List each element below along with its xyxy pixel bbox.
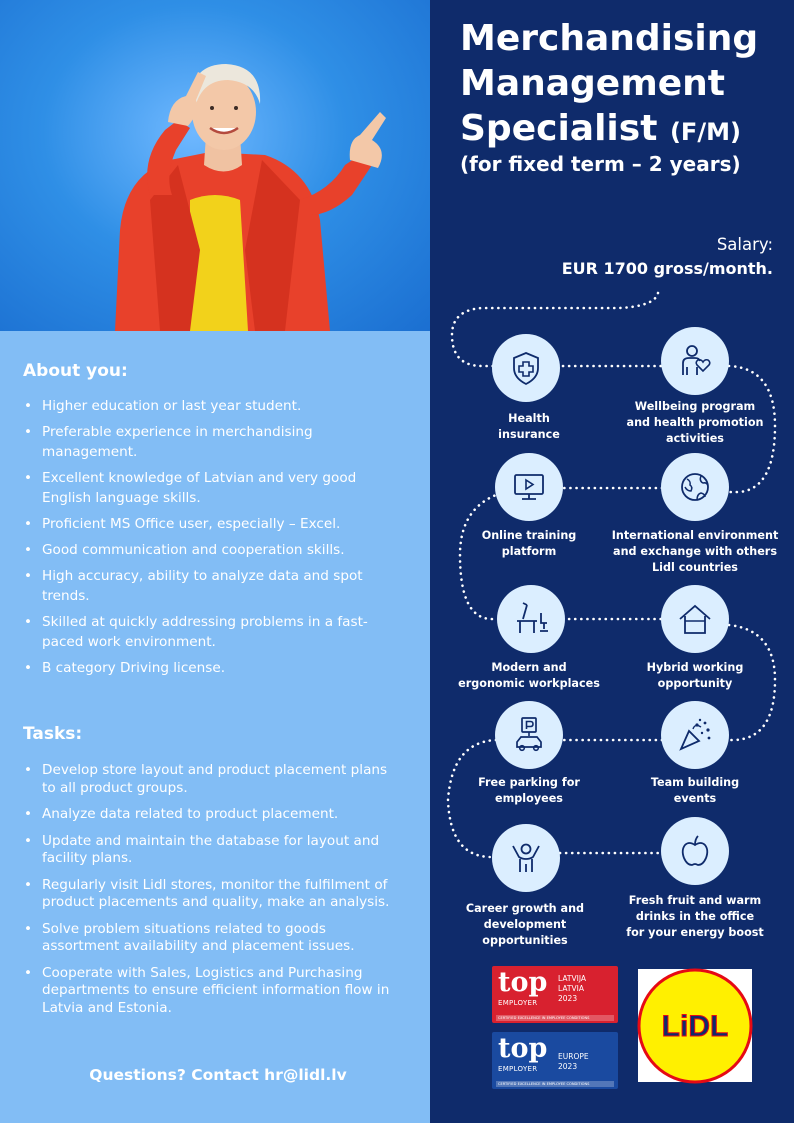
job-title-word: Specialist: [460, 108, 658, 149]
benefit-label-line: drinks in the office: [635, 910, 755, 923]
badge-employer-text: EMPLOYER: [498, 999, 538, 1007]
job-title-line: Merchandising: [460, 18, 759, 59]
list-item: • Skilled at quickly addressing problems in a fast-paced work environment.: [22, 612, 392, 652]
desk-chair-icon: [511, 599, 551, 639]
badge-year: 2023: [558, 1062, 578, 1071]
list-item: • Update and maintain the database for layout and facility plans.: [22, 833, 392, 868]
team-building-icon-circle: [661, 701, 729, 769]
badge-cert-text: CERTIFIED EXCELLENCE IN EMPLOYEE CONDITIONS: [496, 1081, 614, 1087]
list-item: • Regularly visit Lidl stores, monitor the fulfilment of product placements and quality, make an analysis.: [22, 877, 392, 912]
job-subtitle: (for fixed term – 2 years): [460, 152, 741, 176]
list-item: • Analyze data related to product placement.: [22, 806, 392, 824]
job-title-suffix: (F/M): [669, 118, 741, 146]
benefit-label-line: and health promotion: [626, 416, 764, 429]
benefit-international: [605, 528, 785, 576]
benefit-label-line: opportunity: [657, 677, 733, 690]
benefit-online-training: [439, 528, 619, 560]
salary-value: EUR 1700 gross/month.: [561, 259, 773, 278]
fruit-icon-circle: [661, 817, 729, 885]
badge-country-text: [558, 974, 586, 1004]
online-training-icon-circle: [495, 453, 563, 521]
wellbeing-icon-circle: [661, 327, 729, 395]
contact-text[interactable]: Questions? Contact hr@lidl.lv: [89, 1066, 347, 1084]
benefit-label-line: platform: [501, 545, 557, 558]
about-list: [22, 396, 392, 684]
monitor-play-icon: [509, 467, 549, 507]
parking-car-icon: [509, 715, 549, 755]
list-item: • Good communication and cooperation skills.: [22, 540, 392, 560]
top-employer-europe-badge: [492, 1032, 618, 1089]
apple-icon: [675, 831, 715, 871]
tasks-title: Tasks:: [23, 724, 83, 744]
tasks-list: [22, 762, 392, 1026]
list-item: • High accuracy, ability to analyze data and spot trends.: [22, 566, 392, 606]
benefit-label-line: and exchange with others: [613, 545, 777, 558]
person-celebrate-icon: [506, 838, 546, 878]
benefit-label-line: employees: [495, 792, 563, 805]
benefit-career: [435, 901, 615, 949]
list-item: • Proficient MS Office user, especially – Excel.: [22, 514, 392, 534]
benefit-workplaces: [439, 660, 619, 692]
badge-top-text: top: [498, 1033, 548, 1064]
benefit-label-line: International environment: [611, 529, 779, 542]
party-popper-icon: [675, 715, 715, 755]
benefit-label-line: insurance: [498, 428, 560, 441]
badge-cert-text: CERTIFIED EXCELLENCE IN EMPLOYEE CONDITIONS: [496, 1015, 614, 1021]
lidl-logo: [632, 963, 758, 1088]
badge-region: EUROPE: [558, 1052, 589, 1061]
benefit-label-line: Health: [508, 412, 550, 425]
benefit-label-line: Career growth and: [465, 902, 585, 915]
badge-employer-text: EMPLOYER: [498, 1065, 538, 1073]
list-item: • Solve problem situations related to goods assortment availability and placement issues.: [22, 921, 392, 956]
list-item: • Preferable experience in merchandising management.: [22, 422, 392, 462]
right-column: [430, 0, 794, 1123]
parking-icon-circle: [495, 701, 563, 769]
badge-year: 2023: [558, 994, 578, 1003]
person-heart-icon: [675, 341, 715, 381]
badge-country2: LATVIA: [558, 984, 584, 993]
benefit-parking: [439, 775, 619, 807]
benefit-label-line: events: [673, 792, 717, 805]
list-item: • Develop store layout and product placement plans to all product groups.: [22, 762, 392, 797]
career-icon-circle: [492, 824, 560, 892]
globe-icon: [675, 467, 715, 507]
benefit-label-line: Lidl countries: [652, 561, 738, 574]
job-title-line: Management: [460, 63, 725, 104]
benefit-label-line: Free parking for: [478, 776, 580, 789]
list-item: • Excellent knowledge of Latvian and very good English language skills.: [22, 468, 392, 508]
benefit-hybrid: [605, 660, 785, 692]
workplace-icon-circle: [497, 585, 565, 653]
badge-country1: LATVIJA: [558, 974, 587, 983]
woman-pointing-illustration: [0, 0, 430, 331]
shield-cross-icon: [506, 348, 546, 388]
list-item: • Cooperate with Sales, Logistics and Purchasing departments to ensure efficient information flow in Latvia and Estonia.: [22, 965, 392, 1018]
list-item: • Higher education or last year student.: [22, 396, 392, 416]
hero-photo: [0, 0, 430, 331]
lidl-logo-text: LiDL: [661, 1010, 729, 1043]
benefit-label-line: opportunities: [482, 934, 568, 947]
benefit-health-insurance: [439, 411, 619, 443]
lidl-logo-mark: [634, 965, 756, 1086]
benefit-wellbeing: [605, 399, 785, 447]
badge-top-text: top: [498, 967, 548, 998]
benefit-label-line: Hybrid working: [646, 661, 744, 674]
benefit-label-line: Team building: [650, 776, 740, 789]
benefit-label-line: development: [483, 918, 567, 931]
health-insurance-icon-circle: [492, 334, 560, 402]
benefit-label-line: Online training: [481, 529, 577, 542]
top-employer-latvia-badge: [492, 966, 618, 1023]
salary-label: Salary:: [716, 235, 773, 254]
international-icon-circle: [661, 453, 729, 521]
benefit-fruit: [605, 893, 785, 941]
benefit-label-line: for your energy boost: [626, 926, 764, 939]
benefit-label-line: ergonomic workplaces: [458, 677, 600, 690]
benefit-team-building: [605, 775, 785, 807]
benefit-label-line: activities: [666, 432, 724, 445]
list-item: • B category Driving license.: [22, 658, 392, 678]
benefit-label-line: Fresh fruit and warm: [628, 894, 762, 907]
benefit-label-line: Modern and: [491, 661, 567, 674]
benefit-label-line: Wellbeing program: [634, 400, 756, 413]
hybrid-icon-circle: [661, 585, 729, 653]
badge-region-text: [558, 1052, 589, 1072]
about-title: About you:: [23, 361, 128, 381]
house-icon: [675, 599, 715, 639]
